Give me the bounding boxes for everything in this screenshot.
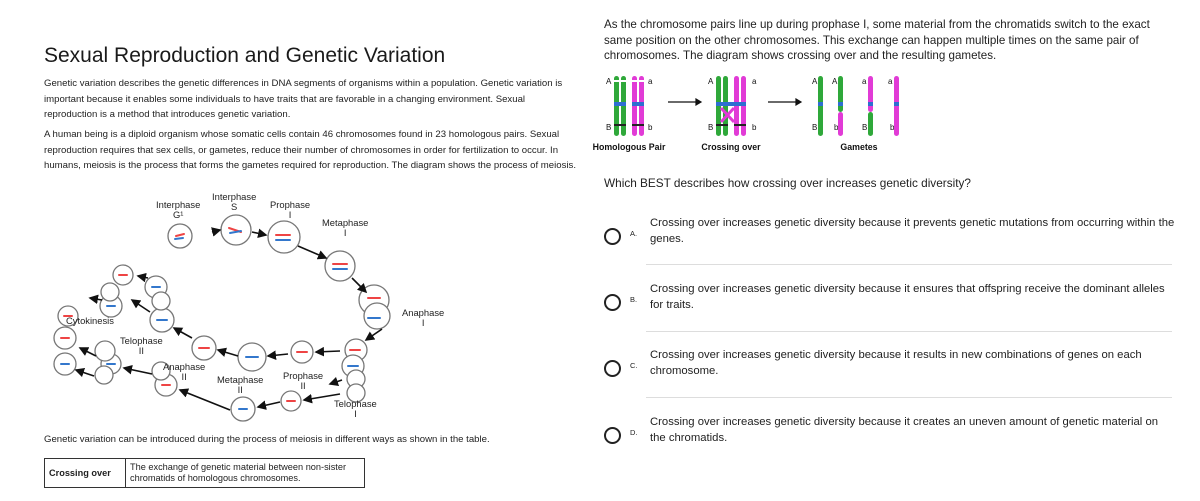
- crossing-over-drawing: [592, 72, 904, 168]
- table-description: The exchange of genetic material between non-sister chromatids of homologous chromosomes.: [126, 459, 365, 488]
- answer-option-c[interactable]: [604, 348, 1184, 398]
- svg-text:a: a: [862, 77, 867, 86]
- radio-button[interactable]: [604, 228, 621, 245]
- crossing-over-diagram: [592, 72, 904, 168]
- label-prophase-2: Prophase II: [283, 370, 324, 391]
- radio-button[interactable]: [604, 294, 621, 311]
- allele-label: a: [648, 77, 653, 86]
- page-title: Sexual Reproduction and Genetic Variation: [44, 44, 446, 67]
- radio-button[interactable]: [604, 427, 621, 444]
- svg-text:B: B: [812, 123, 818, 132]
- label-telophase-2: Telophase II: [120, 335, 163, 356]
- table-term: Crossing over: [45, 459, 126, 488]
- label-anaphase-2: Anaphase II: [163, 361, 206, 382]
- option-text: Crossing over increases genetic diversity because it results in new combinations of genes on each chromosome.: [650, 349, 1142, 377]
- table-caption: Genetic variation can be introduced during the process of meiosis in different ways as shown in the table.: [44, 434, 490, 445]
- svg-text:b: b: [752, 123, 757, 132]
- svg-text:a: a: [888, 77, 893, 86]
- svg-text:B: B: [708, 123, 714, 132]
- meiosis-diagram: [44, 188, 564, 423]
- label-metaphase-2: Metaphase II: [217, 374, 264, 395]
- table-row: [45, 459, 365, 488]
- label-gametes: Gametes: [840, 142, 878, 152]
- svg-text:a: a: [752, 77, 757, 86]
- allele-label: b: [648, 123, 653, 132]
- option-letter: D.: [630, 428, 638, 437]
- option-letter: B.: [630, 295, 638, 304]
- divider: [646, 264, 1172, 265]
- variation-table: [44, 458, 365, 488]
- label-metaphase-1: Metaphase I: [322, 217, 369, 238]
- label-interphase-g1: Interphase G¹: [156, 199, 201, 220]
- svg-text:A: A: [812, 77, 818, 86]
- option-text: Crossing over increases genetic diversity because it prevents genetic mutations from occurring within the genes.: [650, 217, 1175, 245]
- option-text: Crossing over increases genetic diversity because it ensures that offspring receive the dominant alleles for traits.: [650, 283, 1165, 311]
- intro-paragraph: Genetic variation describes the genetic differences in DNA segments of organisms within a population. Genetic variation is important because it enables some individuals to have traits that are favorable in a changing environment. Sexual reproduction is a method that introduces genetic variation.: [44, 78, 563, 120]
- question-prompt: Which BEST describes how crossing over increases genetic diversity?: [604, 176, 971, 190]
- option-letter: A.: [630, 229, 638, 238]
- svg-text:A: A: [708, 77, 714, 86]
- label-homologous-pair: Homologous Pair: [592, 142, 666, 152]
- svg-text:b: b: [834, 123, 839, 132]
- label-crossing-over: Crossing over: [701, 142, 761, 152]
- svg-text:B: B: [862, 123, 868, 132]
- radio-button[interactable]: [604, 360, 621, 377]
- allele-label: B: [606, 123, 612, 132]
- answer-option-d[interactable]: [604, 415, 1184, 465]
- answer-option-b[interactable]: [604, 282, 1184, 332]
- answer-option-a[interactable]: [604, 216, 1184, 266]
- crossing-over-intro: As the chromosome pairs line up during prophase I, some material from the chromatids switch to the exact same position on the other chromosomes. This exchange can happen multiple times on the same pair of chromosomes. The diagram shows crossing over and the resulting gametes.: [604, 18, 1150, 63]
- divider: [646, 397, 1172, 398]
- svg-text:b: b: [890, 123, 895, 132]
- label-telophase-1: Telophase I: [334, 398, 377, 419]
- divider: [646, 331, 1172, 332]
- meiosis-paragraph: A human being is a diploid organism whose somatic cells contain 46 chromosomes found in 23 homologous pairs. Sexual reproduction requires that sex cells, or gametes, reduce their number of chromosomes in order for fertilization to occur. In humans, meiosis is the process that forms the gametes required for reproduction. The diagram shows the process of meiosis.: [44, 129, 576, 171]
- label-interphase-s: Interphase S: [212, 191, 257, 212]
- allele-label: A: [606, 77, 612, 86]
- label-anaphase-1: Anaphase I: [402, 307, 445, 328]
- option-text: Crossing over increases genetic diversity because it creates an uneven amount of genetic material on the chromatids.: [650, 416, 1159, 444]
- option-letter: C.: [630, 361, 638, 370]
- svg-text:A: A: [832, 77, 838, 86]
- label-prophase-1: Prophase I: [270, 199, 311, 220]
- label-cytokinesis: Cytokinesis: [66, 315, 114, 326]
